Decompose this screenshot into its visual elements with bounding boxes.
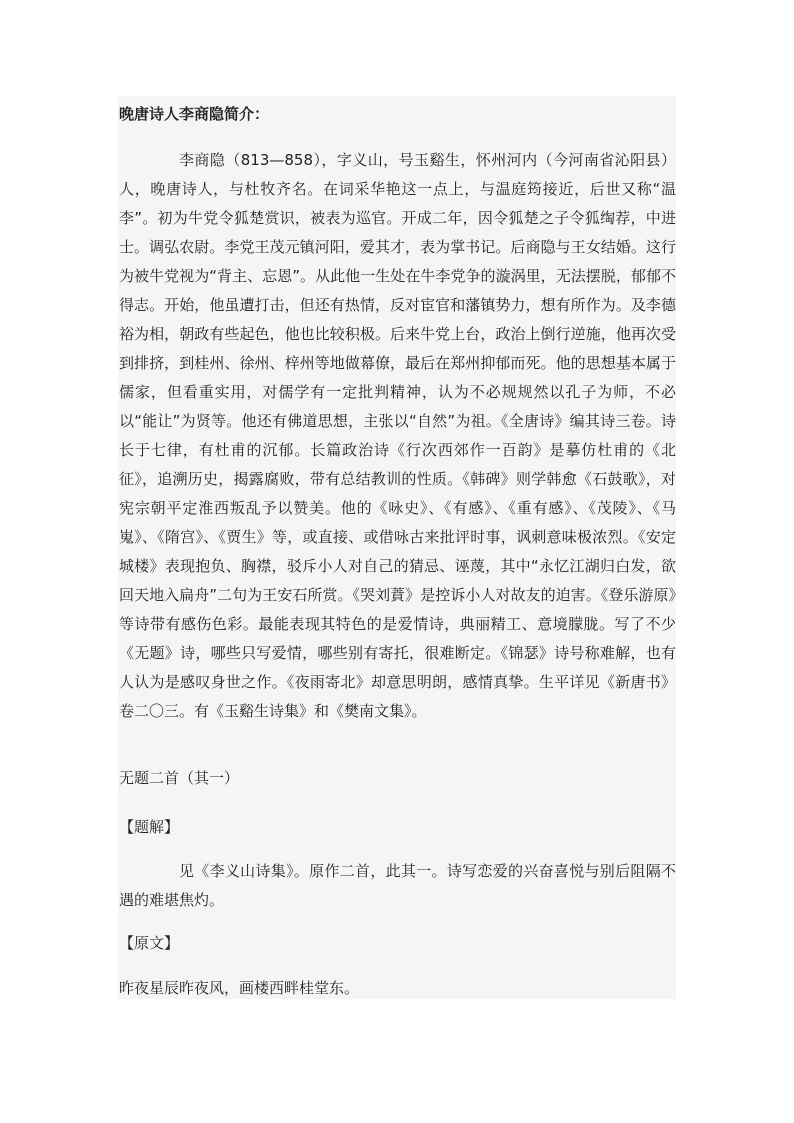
poem-title: 无题二首（其一） xyxy=(119,769,240,787)
tijie-paragraph: 见《李义山诗集》。原作二首，此其一。诗写恋爱的兴奋喜悦与别后阻隔不遇的难堪焦灼。 xyxy=(119,862,676,909)
biography-paragraph: 李商隐（813—858），字义山，号玉谿生，怀州河内（今河南省沁阳县）人，晚唐诗人，与杜牧齐名。在词采华艳这一点上，与温庭筠接近，后世又称“温李”。初为牛党令狐楚赏识，被表为巡官。开成二年，因令狐楚之子令狐绹荐，中进士。调弘农尉。李党王茂元镇河阳，爱其才，表为掌书记。后商隐与王女结婚。这行为被牛党视为“背主、忘恩”。从此他一生处在牛李党争的漩涡里，无法摆脱，郁郁不得志。开始，他虽遭打击，但还有热情，反对宦官和藩镇势力，想有所作为。及李德裕为相，朝政有些起色，他也比较积极。后来牛党上台，政治上倒行逆施，他再次受到排挤，到桂州、徐州、梓州等地做幕僚，最后在郑州抑郁而死。他的思想基本属于儒家，但看重实用，对儒学有一定批判精神，认为不必规规然以孔子为师，不必以“能让”为贤等。他还有佛道思想，主张以“自然”为祖。《全唐诗》编其诗三卷。诗长于七律，有杜甫的沉郁。长篇政治诗《行次西郊作一百韵》是摹仿杜甫的《北征》，追溯历史，揭露腐败，带有总结教训的性质。《韩碑》则学韩愈《石鼓歌》，对宪宗朝平定淮西叛乱予以赞美。他的《咏史》、《有感》、《重有感》、《茂陵》、《马嵬》、《隋宫》、《贾生》等，或直接、或借咏古来批评时事，讽刺意味极浓烈。《安定城楼》表现抱负、胸襟，驳斥小人对自己的猜忌、诬蔑，其中“永忆江湖归白发，欲回天地入扁舟”二句为王安石所赏。《哭刘蕡》是控诉小人对故友的迫害。《登乐游原》等诗带有感伤色彩。最能表现其特色的是爱情诗，典丽精工、意境朦胧。写了不少《无题》诗，哪些只写爱情，哪些别有寄托，很难断定。《锦瑟》诗号称难解，也有人认为是感叹身世之作。《夜雨寄北》却意思明朗，感情真挚。生平详见《新唐书》卷二〇三。有《玉谿生诗集》和《樊南文集》。 xyxy=(119,151,676,720)
tijie-heading: 【题解】 xyxy=(119,818,180,836)
poem-line: 昨夜星辰昨夜风，画楼西畔桂堂东。 xyxy=(119,979,360,997)
document-body xyxy=(118,96,676,999)
document-title: 晚唐诗人李商隐简介： xyxy=(119,105,270,123)
yuanwen-heading: 【原文】 xyxy=(119,934,180,952)
